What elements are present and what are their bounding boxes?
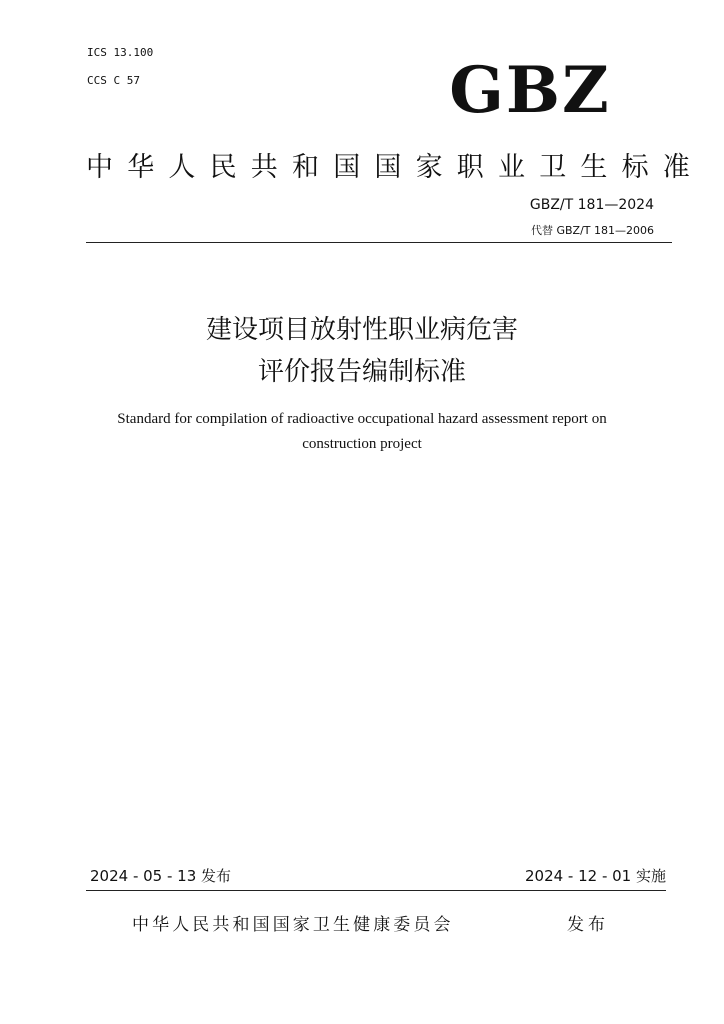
issue-label: 发布 — [567, 915, 609, 935]
title-cn-line2: 评价报告编制标准 — [257, 357, 466, 387]
title-en-line2: construction project — [302, 436, 422, 452]
top-divider — [86, 242, 672, 243]
ccs-code: CCS C 57 — [87, 74, 140, 87]
ics-code: ICS 13.100 — [87, 46, 154, 59]
publication-date: 2024 - 05 - 13 发布 — [90, 867, 232, 885]
gbz-logo: GBZ — [449, 53, 611, 128]
standard-number: GBZ/T 181—2024 — [529, 197, 654, 213]
implementation-date: 2024 - 12 - 01 实施 — [524, 867, 666, 885]
title-en-line1: Standard for compilation of radioactive occupational hazard assessment report on — [117, 411, 607, 427]
replaces-standard: 代替 GBZ/T 181—2006 — [530, 224, 654, 237]
standard-type-heading: 中华人民共和国国家职业卫生标准 — [86, 152, 704, 183]
title-cn-line1: 建设项目放射性职业病危害 — [205, 315, 518, 345]
bottom-divider — [86, 890, 666, 891]
issuing-authority: 中华人民共和国国家卫生健康委员会 — [132, 915, 454, 935]
